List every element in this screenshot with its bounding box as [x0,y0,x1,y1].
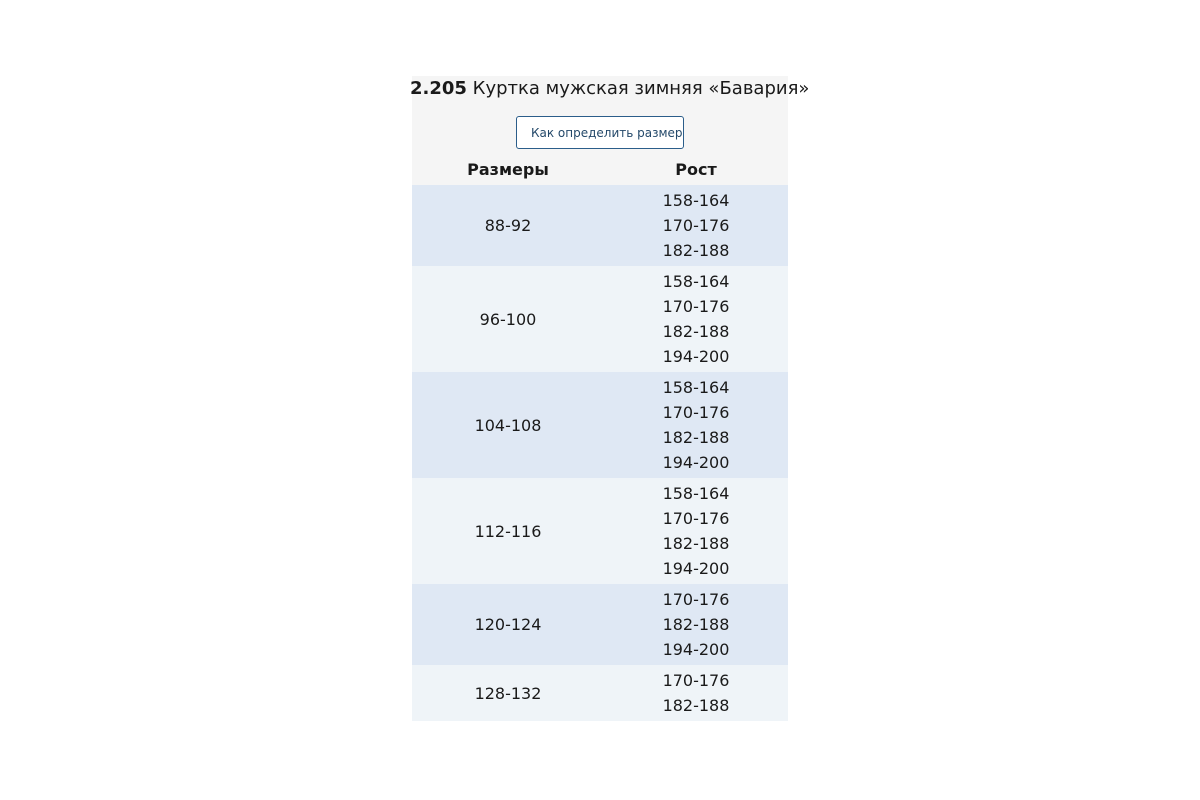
how-to-determine-size-button[interactable]: Как определить размер [516,116,684,149]
header-height: Рост [675,159,717,179]
table-header [412,151,788,185]
height-value: 194-200 [662,559,730,578]
height-cell [604,185,788,266]
height-value: 182-188 [662,241,730,260]
table-row [412,665,788,721]
height-value: 182-188 [662,696,730,715]
height-cell [604,584,788,665]
size-cell: 88-92 [484,216,532,235]
height-value: 170-176 [662,509,730,528]
product-code: 2.205 [410,78,467,99]
height-cell [604,478,788,584]
height-value: 182-188 [662,615,730,634]
height-value: 170-176 [662,671,730,690]
height-value: 158-164 [662,272,730,291]
height-value: 170-176 [662,403,730,422]
size-cell: 96-100 [479,309,537,329]
table-row [412,185,788,266]
height-value: 158-164 [662,484,730,503]
height-cell [604,266,788,372]
height-value: 158-164 [662,378,730,397]
height-cell [604,372,788,478]
height-value: 158-164 [662,191,730,210]
height-cell [604,665,788,721]
size-table-body [412,185,788,721]
size-chart-card [410,76,810,720]
table-row [412,372,788,478]
height-value: 170-176 [662,297,730,316]
product-name: Куртка мужская зимняя «Бавария» [472,78,810,99]
height-value: 182-188 [662,428,730,447]
height-value: 194-200 [662,640,730,659]
table-row [412,478,788,584]
size-cell: 112-116 [474,521,542,541]
height-value: 194-200 [662,453,730,472]
height-value: 194-200 [662,347,730,366]
height-value: 182-188 [662,534,730,553]
height-value: 182-188 [662,322,730,341]
size-cell: 104-108 [474,415,542,435]
size-cell: 120-124 [474,615,542,634]
product-title [410,76,810,102]
height-value: 170-176 [662,216,730,235]
header-sizes: Размеры [467,159,549,179]
table-row [412,266,788,372]
button-container [412,116,788,151]
table-row [412,584,788,665]
height-value: 170-176 [662,590,730,609]
size-cell: 128-132 [474,683,542,703]
